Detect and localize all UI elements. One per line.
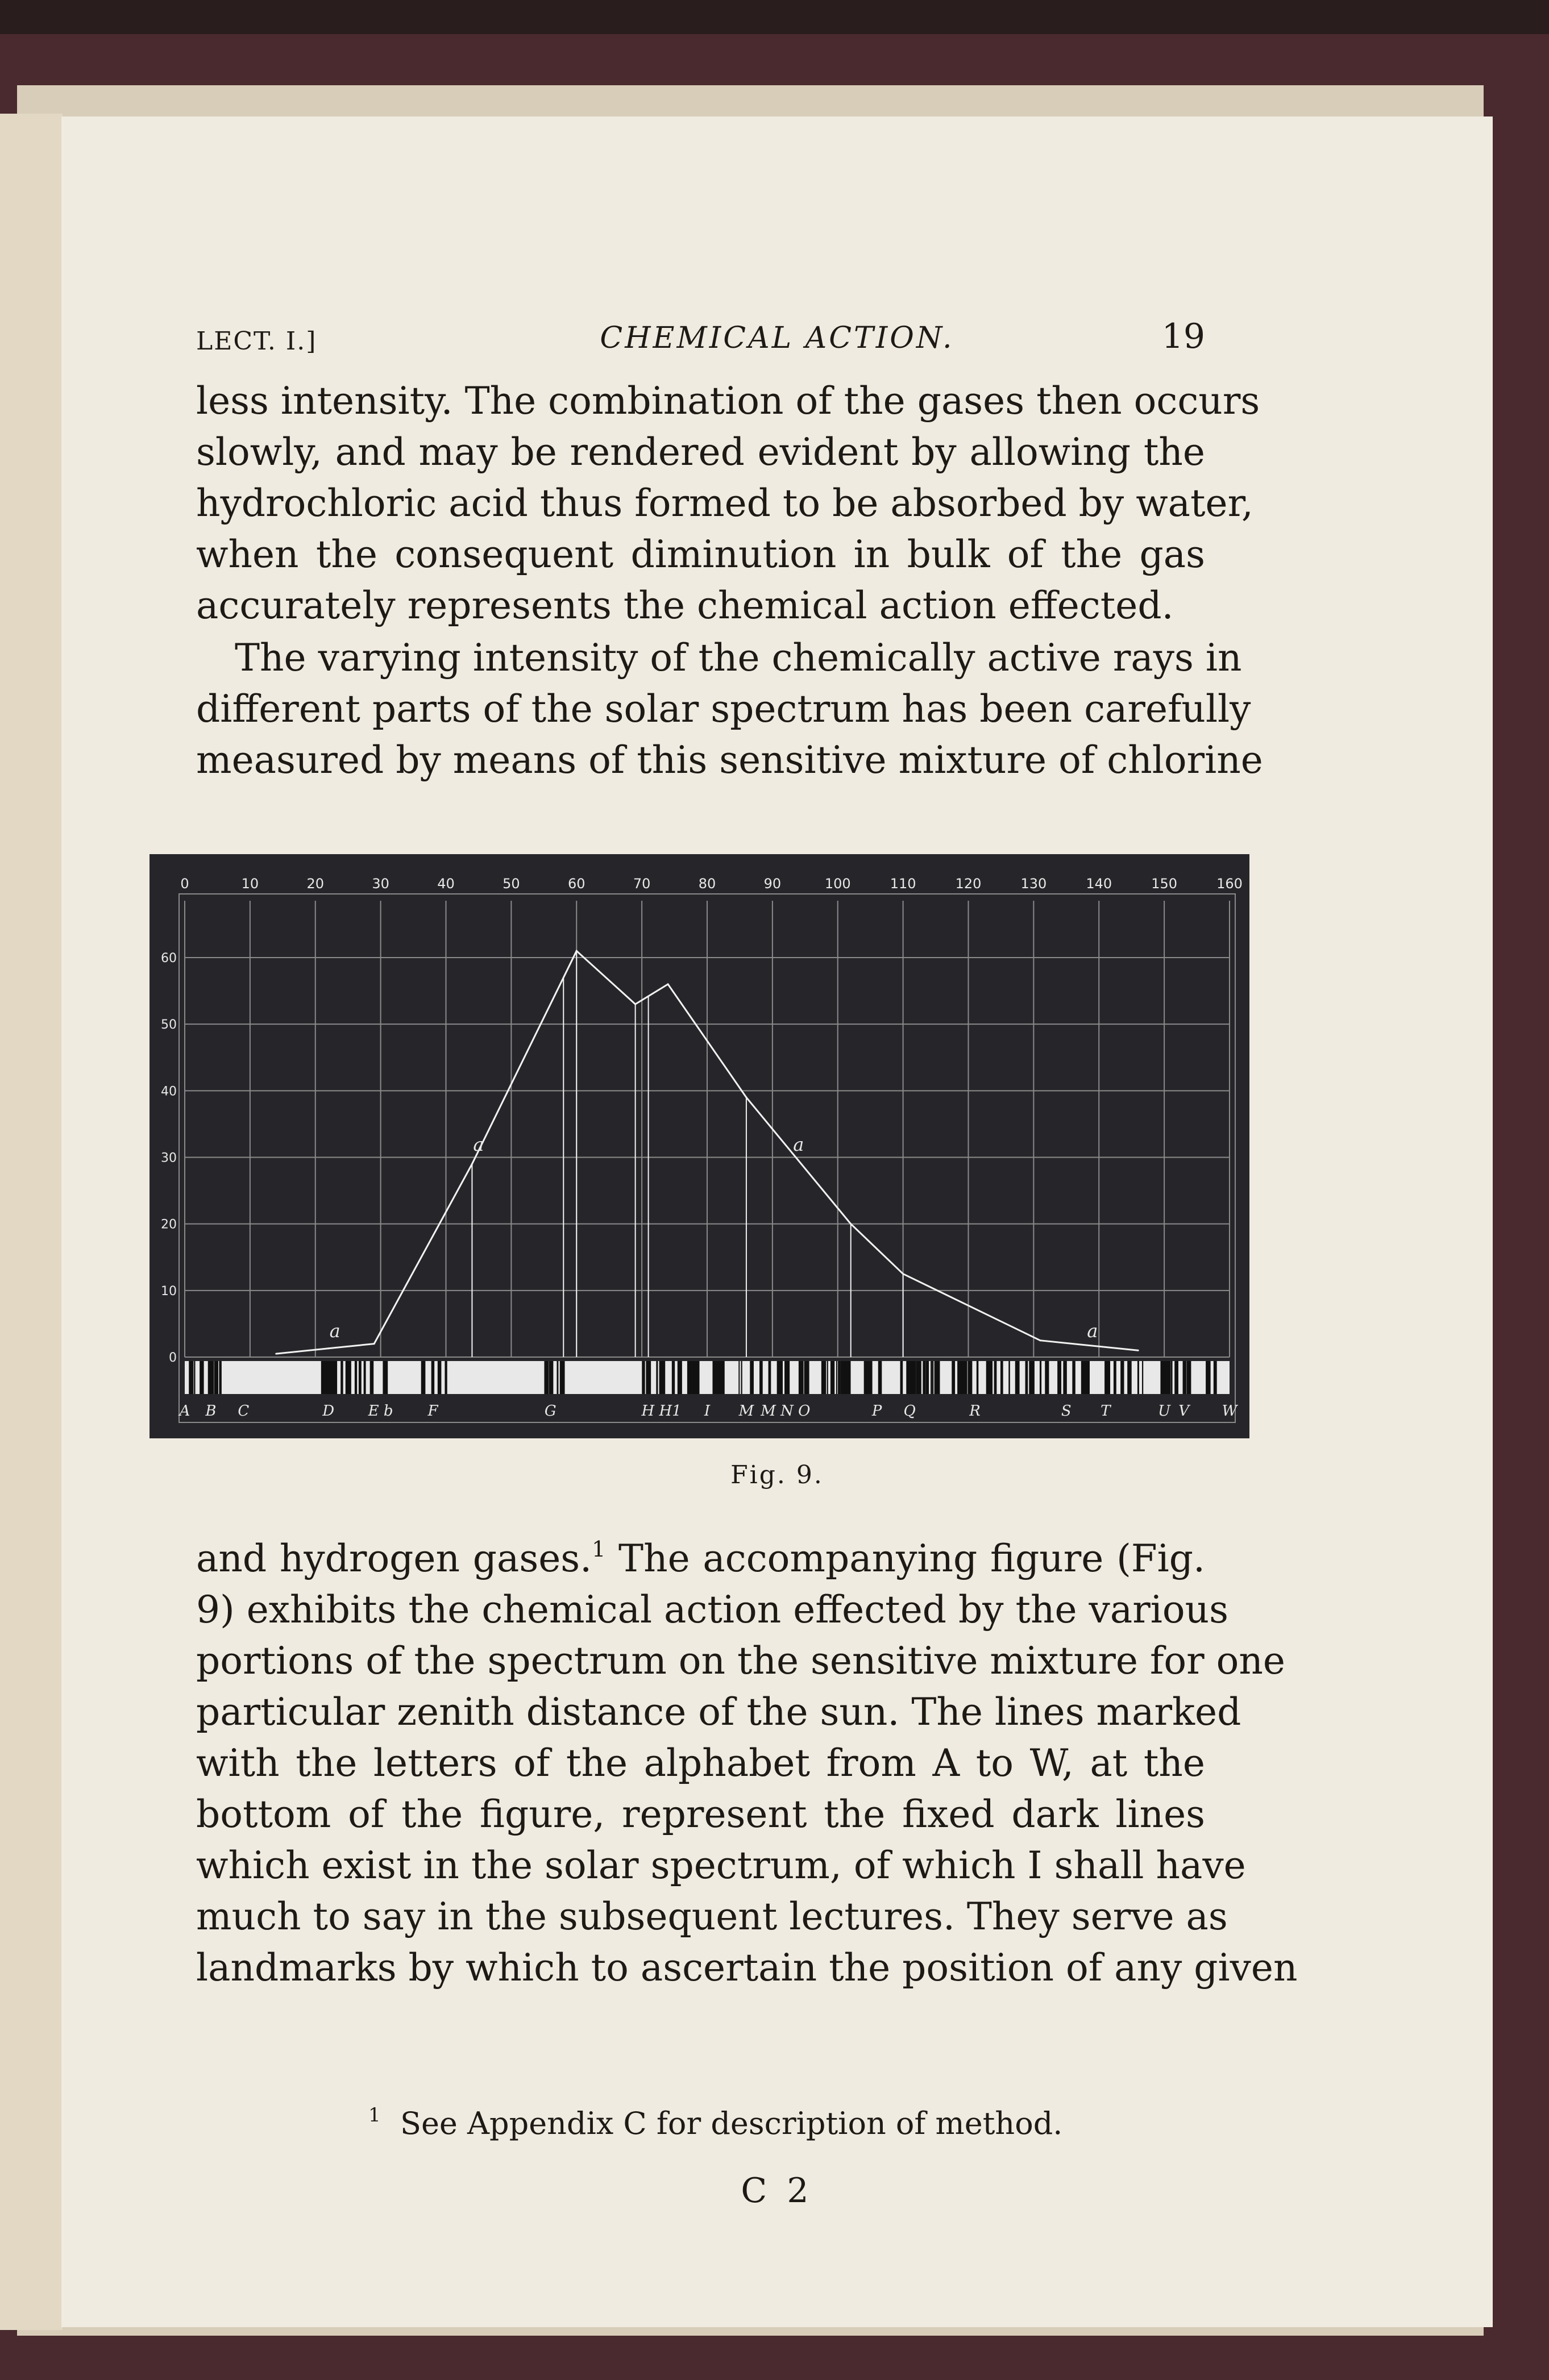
spectral-line (208, 1361, 211, 1394)
spectral-line (759, 1361, 763, 1394)
spectral-line (914, 1361, 916, 1394)
spectral-line (741, 1361, 742, 1394)
spectral-line (662, 1361, 665, 1394)
spectral-line (1057, 1361, 1061, 1394)
body-line: which exist in the solar spectrum, of which I shall have (196, 1844, 1246, 1887)
y-tick-label: 50 (161, 1018, 177, 1033)
chart-background (149, 854, 1249, 1438)
spectral-line (1137, 1361, 1139, 1394)
x-tick-label: 100 (824, 876, 851, 892)
spectral-line (952, 1361, 955, 1394)
y-tick-label: 30 (161, 1151, 177, 1166)
curve-point (902, 1273, 904, 1275)
fraunhofer-label: E b (368, 1403, 393, 1420)
spectral-line (1120, 1361, 1124, 1394)
curve-point (327, 1347, 329, 1349)
spectral-line (1186, 1361, 1191, 1394)
spectral-line (994, 1361, 997, 1394)
spectral-line (986, 1361, 990, 1394)
spectral-line (1040, 1361, 1041, 1394)
footnote (368, 2106, 1062, 2141)
fraunhofer-label: Q (903, 1403, 916, 1420)
spectral-line (438, 1361, 442, 1394)
curve-point (576, 950, 578, 952)
x-tick-label: 120 (955, 876, 982, 892)
spectral-line (962, 1361, 967, 1394)
spectral-line (340, 1361, 343, 1394)
spectral-line (1000, 1361, 1003, 1394)
fraunhofer-label: C (238, 1403, 250, 1420)
x-tick-label: 0 (180, 876, 189, 892)
spectral-line (1072, 1361, 1075, 1394)
x-tick-label: 50 (503, 876, 520, 892)
body-line: when the consequent diminution in bulk of the gas (196, 532, 1205, 576)
spectral-line (545, 1361, 549, 1394)
x-tick-label: 80 (698, 876, 716, 892)
spectral-line (967, 1361, 969, 1394)
curve-point (275, 1353, 277, 1355)
curve-label: a (473, 1133, 484, 1155)
spectral-line (1029, 1361, 1031, 1394)
spectral-line (321, 1361, 326, 1394)
curve-point (1039, 1339, 1041, 1341)
spectral-line (923, 1361, 925, 1394)
spectral-line (911, 1361, 912, 1394)
spectral-line (349, 1361, 351, 1394)
spectral-line (1031, 1361, 1034, 1394)
curve-label: a (1087, 1320, 1098, 1342)
curve-point (745, 1097, 747, 1099)
curve-point (471, 1163, 473, 1165)
spectral-line (836, 1361, 837, 1394)
spectral-line (932, 1361, 933, 1394)
fraunhofer-label: F (427, 1403, 438, 1420)
spectral-line (364, 1361, 366, 1394)
spectral-line (838, 1361, 840, 1394)
spectral-line (880, 1361, 882, 1394)
spectral-line (333, 1361, 337, 1394)
spectral-line (777, 1361, 780, 1394)
x-tick-label: 30 (372, 876, 389, 892)
fraunhofer-label: B (205, 1403, 217, 1420)
fraunhofer-label: M (738, 1403, 754, 1420)
footnote-reference: 1 (592, 1537, 606, 1562)
fraunhofer-label: G (544, 1403, 557, 1420)
y-tick-label: 40 (161, 1084, 177, 1099)
spectral-line (200, 1361, 204, 1394)
fraunhofer-label: H H1 (641, 1403, 682, 1420)
spectral-line (194, 1361, 195, 1394)
body-line: 9) exhibits the chemical action effected by the various (196, 1588, 1228, 1632)
spectral-line (359, 1361, 362, 1394)
spectral-line (659, 1361, 663, 1394)
body-line: hydrochloric acid thus formed to be absorbed by water, (196, 481, 1253, 525)
fraunhofer-label: T (1101, 1403, 1111, 1420)
spectral-line (846, 1361, 851, 1394)
x-tick-label: 20 (306, 876, 325, 892)
spectral-line (1171, 1361, 1173, 1394)
spectral-line (384, 1361, 386, 1394)
spectral-line (977, 1361, 979, 1394)
spectral-line (678, 1361, 682, 1394)
x-tick-label: 10 (241, 876, 259, 892)
spectral-line (549, 1361, 552, 1394)
fraunhofer-label: U (1158, 1403, 1171, 1420)
x-tick-label: 110 (890, 876, 916, 892)
spectral-line (821, 1361, 826, 1394)
page-signature: C 2 (741, 2171, 813, 2211)
spectral-line (445, 1361, 447, 1394)
spectral-line (189, 1361, 193, 1394)
body-line: much to say in the subsequent lectures. They serve as (196, 1895, 1228, 1938)
spectral-line (969, 1361, 972, 1394)
spectral-line (916, 1361, 921, 1394)
y-tick-label: 10 (161, 1284, 177, 1299)
fraunhofer-label: M N O (761, 1403, 811, 1420)
spectral-line (1025, 1361, 1028, 1394)
body-line: different parts of the solar spectrum has been carefully (196, 687, 1251, 731)
footnote-text: See Appendix C for description of method. (400, 2106, 1063, 2141)
spectral-line (1214, 1361, 1217, 1394)
x-tick-label: 160 (1216, 876, 1243, 892)
curve-point (667, 983, 669, 985)
fraunhofer-label: I (704, 1403, 711, 1420)
running-head-title: CHEMICAL ACTION. (600, 321, 954, 355)
spectral-line (642, 1361, 645, 1394)
y-tick-label: 60 (161, 951, 177, 966)
figure-9 (149, 854, 1249, 1438)
x-tick-label: 140 (1086, 876, 1112, 892)
spectral-line (326, 1361, 330, 1394)
x-tick-label: 60 (567, 876, 585, 892)
spectral-line (560, 1361, 565, 1394)
spectral-line (691, 1361, 692, 1394)
body-line: accurately represents the chemical action effected. (196, 584, 1174, 627)
x-tick-label: 70 (633, 876, 651, 892)
fraunhofer-label: S (1061, 1403, 1072, 1420)
left-page-strip (0, 114, 63, 2330)
spectral-line (672, 1361, 674, 1394)
spectral-line (1106, 1361, 1110, 1394)
spectral-line (431, 1361, 434, 1394)
spectral-line (421, 1361, 424, 1394)
spectral-line (1045, 1361, 1049, 1394)
chemical-action-chart (149, 854, 1249, 1438)
fraunhofer-label: D (322, 1403, 335, 1420)
spectral-line (211, 1361, 213, 1394)
y-tick-label: 0 (169, 1351, 177, 1365)
spectral-line (906, 1361, 911, 1394)
spectral-line (864, 1361, 869, 1394)
book-page (61, 116, 1493, 2327)
spectral-line (355, 1361, 357, 1394)
spectral-line (1114, 1361, 1116, 1394)
spectral-line (804, 1361, 808, 1394)
body-line: particular zenith distance of the sun. The lines marked (196, 1690, 1241, 1734)
spectral-line (931, 1361, 932, 1394)
spectral-line (769, 1361, 771, 1394)
spectral-line (1015, 1361, 1020, 1394)
spectral-line (557, 1361, 558, 1394)
fraunhofer-label: P (871, 1403, 882, 1420)
spectral-line (347, 1361, 350, 1394)
spectral-line (1164, 1361, 1166, 1394)
curve-label: a (793, 1133, 804, 1155)
spectral-line (750, 1361, 754, 1394)
body-line: measured by means of this sensitive mixture of chlorine (196, 738, 1263, 782)
spectral-line (925, 1361, 928, 1394)
body-line: slowly, and may be rendered evident by allowing the (196, 430, 1205, 474)
spectral-line (738, 1361, 740, 1394)
spectral-line (787, 1361, 790, 1394)
curve-point (634, 1004, 636, 1005)
spectral-line (220, 1361, 222, 1394)
curve-point (850, 1223, 852, 1225)
spectral-line (656, 1361, 658, 1394)
spectral-line (1063, 1361, 1066, 1394)
spectral-line (1207, 1361, 1210, 1394)
body-line (196, 1534, 1205, 1583)
spectral-line (1008, 1361, 1010, 1394)
spectral-line (832, 1361, 835, 1394)
fraunhofer-label: A (179, 1403, 190, 1420)
curve-point (373, 1343, 375, 1345)
spectral-line (695, 1361, 700, 1394)
spectral-line (937, 1361, 940, 1394)
body-text: The accompanying figure (Fig. (618, 1537, 1205, 1580)
spectral-line (957, 1361, 960, 1394)
body-text: and hydrogen gases. (196, 1537, 592, 1580)
spectral-line (214, 1361, 217, 1394)
body-line: bottom of the figure, represent the fixed dark lines (196, 1792, 1205, 1836)
spectral-line (1085, 1361, 1090, 1394)
running-head-lecture: LECT. I.] (196, 327, 317, 356)
spectral-line (1174, 1361, 1178, 1394)
spectral-line (960, 1361, 961, 1394)
spectral-line (370, 1361, 374, 1394)
footnote-marker: 1 (368, 2104, 381, 2127)
spectral-line (901, 1361, 903, 1394)
spectral-line (693, 1361, 695, 1394)
x-tick-label: 150 (1151, 876, 1178, 892)
spectral-line (1127, 1361, 1131, 1394)
spectral-line (1183, 1361, 1186, 1394)
page-number: 19 (1161, 317, 1205, 356)
body-line: The varying intensity of the chemically active rays in (235, 636, 1242, 680)
body-line: with the letters of the alphabet from A to W, at the (196, 1741, 1205, 1785)
spectral-line (1142, 1361, 1143, 1394)
figure-caption: Fig. 9. (730, 1461, 824, 1489)
y-tick-label: 20 (161, 1217, 177, 1232)
fraunhofer-label: W (1222, 1403, 1237, 1420)
curve-label: a (329, 1320, 340, 1342)
x-tick-label: 40 (437, 876, 455, 892)
spectral-line (784, 1361, 788, 1394)
spectral-line (647, 1361, 651, 1394)
x-tick-label: 130 (1020, 876, 1047, 892)
spectral-line (830, 1361, 832, 1394)
spectral-line (827, 1361, 828, 1394)
fraunhofer-label: R (969, 1403, 981, 1420)
curve-point (1137, 1350, 1139, 1351)
body-line: portions of the spectrum on the sensitive mixture for one (196, 1639, 1285, 1683)
x-tick-label: 90 (763, 876, 782, 892)
spectral-line (719, 1361, 723, 1394)
body-line: landmarks by which to ascertain the position of any given (196, 1946, 1298, 1990)
body-line: less intensity. The combination of the gases then occurs (196, 379, 1260, 423)
fraunhofer-label: V (1178, 1403, 1189, 1420)
spectral-line (799, 1361, 802, 1394)
spectral-line (715, 1361, 717, 1394)
